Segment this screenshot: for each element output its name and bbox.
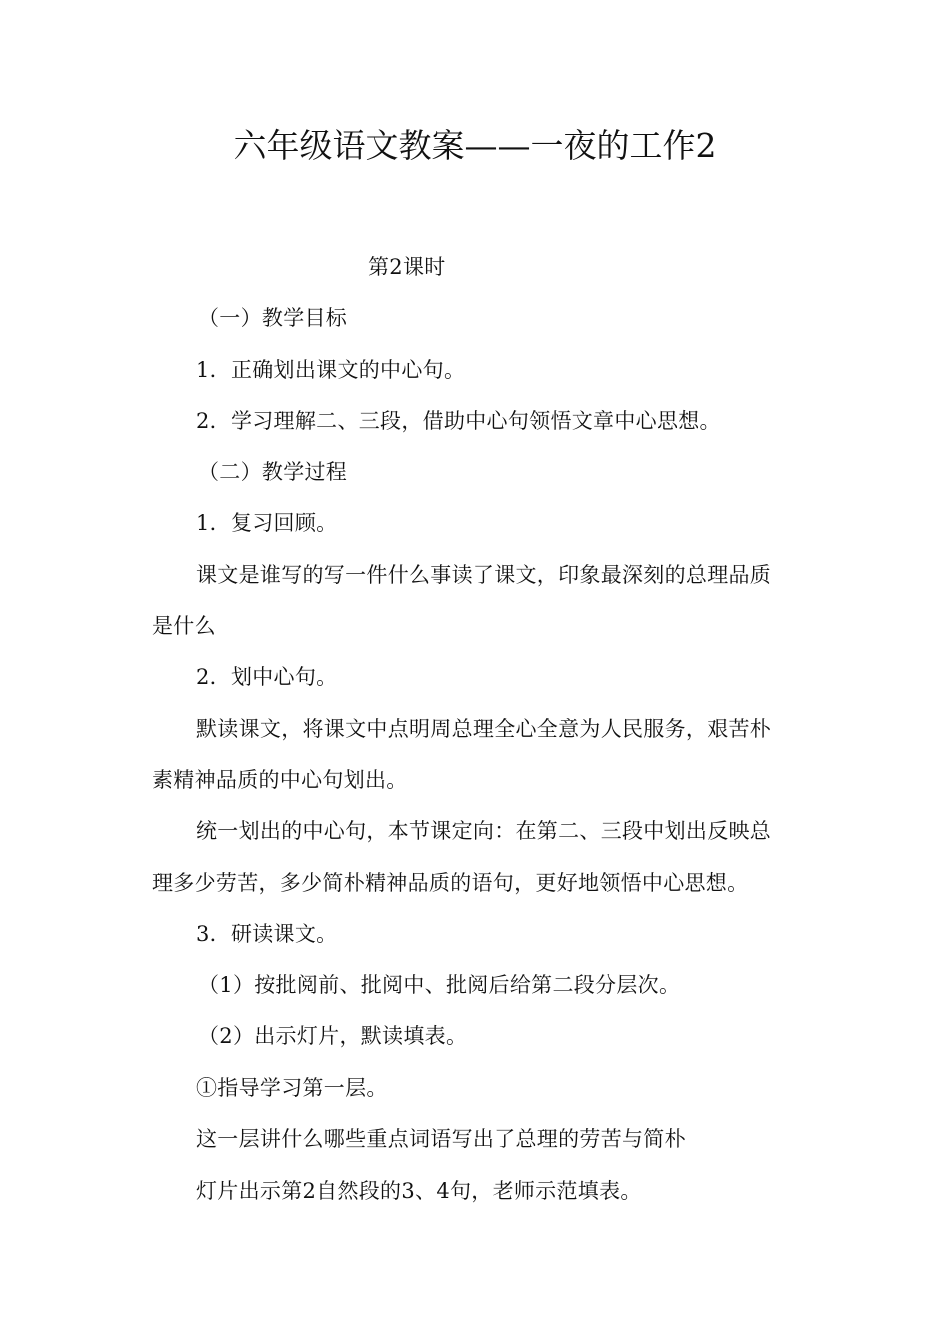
paragraph: 3．研读课文。 (196, 922, 338, 946)
paragraph: 课文是谁写的写一件什么事读了课文，印象最深刻的总理品质 (196, 563, 772, 587)
paragraph: （2）出示灯片，默读填表。 (198, 1024, 468, 1048)
lesson-label: 第2课时 (368, 255, 446, 279)
paragraph-continuation: 是什么 (152, 614, 216, 638)
paragraph-continuation: 理多少劳苦，多少简朴精神品质的语句，更好地领悟中心思想。 (152, 871, 749, 895)
paragraph: （1）按批阅前、批阅中、批阅后给第二段分层次。 (198, 973, 681, 997)
paragraph: 默读课文，将课文中点明周总理全心全意为人民服务，艰苦朴 (196, 717, 772, 741)
paragraph: 统一划出的中心句，本节课定向：在第二、三段中划出反映总 (196, 819, 772, 843)
paragraph: 1．正确划出课文的中心句。 (196, 358, 466, 382)
paragraph: 1．复习回顾。 (196, 511, 338, 535)
document-title: 六年级语文教案——一夜的工作2 (233, 126, 717, 165)
paragraph-continuation: 素精神品质的中心句划出。 (152, 768, 408, 792)
paragraph: 2．划中心句。 (196, 665, 338, 689)
paragraph: 2．学习理解二、三段，借助中心句领悟文章中心思想。 (196, 409, 721, 433)
section-heading-process: （二）教学过程 (198, 460, 348, 484)
paragraph: 灯片出示第2自然段的3、4句，老师示范填表。 (196, 1179, 642, 1203)
paragraph: ①指导学习第一层。 (196, 1076, 388, 1100)
section-heading-goals: （一）教学目标 (198, 306, 348, 330)
paragraph: 这一层讲什么哪些重点词语写出了总理的劳苦与简朴 (196, 1127, 686, 1151)
